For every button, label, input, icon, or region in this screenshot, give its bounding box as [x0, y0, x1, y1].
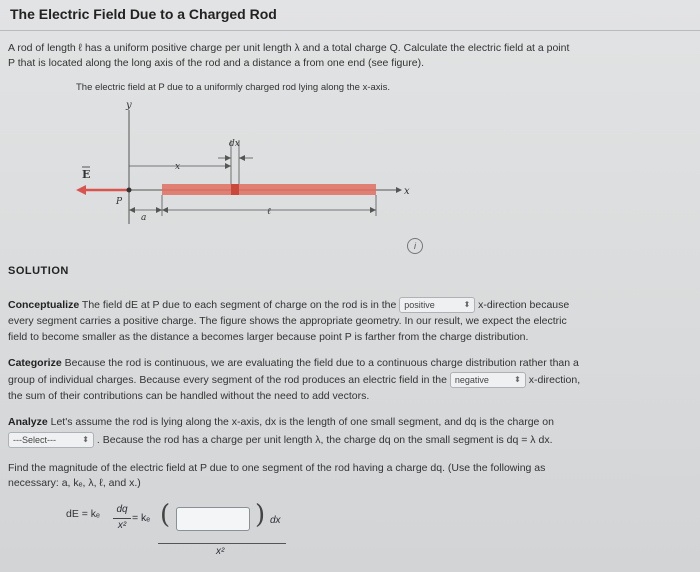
dx-label: dx	[229, 139, 240, 149]
conceptualize-line-2: every segment carries a positive charge. The figure shows the appropriate geometry. In our result, we expect the electric	[8, 315, 567, 327]
formula-numerator: dq	[116, 504, 128, 515]
point-P	[127, 188, 132, 193]
intro-line-2: P that is located along the long axis of the rod and a distance a from one end (see figure).	[8, 57, 424, 69]
rod-segment-dx	[231, 184, 239, 195]
solution-heading: SOLUTION	[8, 265, 69, 277]
formula-fraction-bar	[113, 518, 131, 519]
a-label: a	[141, 213, 147, 223]
E-label: E	[82, 168, 91, 181]
figure-caption: The electric field at P due to a uniformly charged rod lying along the x-axis.	[76, 82, 391, 93]
analyze-text-2: . Because the rod has a charge per unit length λ, the charge dq on the small segment is dq = λ dx.	[94, 433, 553, 446]
categorize-tail: x-direction,	[525, 373, 581, 386]
formula-main-denominator: x²	[216, 546, 225, 557]
left-paren: (	[160, 500, 171, 530]
select-arrows-icon: ⬍	[463, 300, 471, 309]
formula-main-fraction-bar	[158, 543, 286, 544]
charged-rod-figure	[60, 96, 420, 230]
direction-select-1[interactable]	[399, 297, 475, 313]
formula-mid: = kₑ	[132, 512, 151, 524]
l-label: ℓ	[267, 207, 271, 217]
conceptualize-tail: x-direction because	[475, 298, 570, 311]
find-line-1: Find the magnitude of the electric field at P due to one segment of the rod having a charge dq. (Use the following as	[8, 462, 546, 474]
y-axis-label: y	[126, 100, 132, 111]
categorize-label: Categorize	[8, 357, 62, 369]
select-arrows-icon: ⬍	[514, 375, 521, 384]
field-arrowhead	[76, 185, 86, 195]
P-label: P	[116, 197, 123, 207]
charge-select-value: ---Select---	[13, 435, 56, 445]
answer-input[interactable]	[176, 507, 250, 531]
x-axis-label: x	[404, 186, 410, 197]
analyze-line-1	[8, 415, 692, 430]
x-axis-arrowhead	[396, 187, 402, 193]
right-paren: )	[255, 500, 266, 530]
analyze-text: Let's assume the rod is lying along the x-axis, dx is the length of one small segment, and dq is the charge on	[47, 416, 554, 428]
conceptualize-label: Conceptualize	[8, 298, 80, 311]
charged-rod	[162, 184, 376, 195]
categorize-line-2	[8, 372, 692, 388]
intro-line-1: A rod of length ℓ has a uniform positive charge per unit length λ and a total charge Q. Calculate the electric field at a point	[8, 42, 570, 54]
formula-lhs: dE = kₑ	[66, 508, 100, 520]
analyze-label: Analyze	[8, 416, 48, 428]
select-arrows-icon: ⬍	[82, 435, 89, 444]
direction-select-1-value: positive	[404, 300, 435, 310]
formula-dx: dx	[270, 515, 281, 526]
categorize-line-1	[8, 356, 692, 371]
direction-select-2-value: negative	[454, 375, 489, 385]
find-line-2: necessary: a, kₑ, λ, ℓ, and x.)	[8, 477, 141, 489]
conceptualize-line-1	[8, 297, 692, 313]
categorize-text: Because the rod is continuous, we are evaluating the field due to a continuous charge distribution rather than a	[61, 357, 579, 369]
info-icon[interactable]: i	[407, 238, 423, 254]
formula-denominator: x²	[117, 520, 127, 531]
x-distance-label: x	[175, 162, 181, 172]
conceptualize-text: The field dE at P due to each segment of charge on the rod is in the	[79, 298, 400, 311]
analyze-line-2	[8, 432, 692, 448]
categorize-text-2: group of individual charges. Because every segment of the rod produces an electric field in the	[8, 373, 450, 386]
conceptualize-line-3: field to become smaller as the distance a becomes larger because point P is farther from the charge distribution.	[8, 331, 529, 343]
categorize-line-3: the sum of their contributions can be handled without the need to add vectors.	[8, 390, 370, 402]
page-title: The Electric Field Due to a Charged Rod	[10, 6, 277, 22]
direction-select-2[interactable]	[450, 372, 526, 388]
title-divider	[0, 30, 700, 31]
charge-select[interactable]	[8, 432, 94, 448]
formula-row	[66, 508, 100, 520]
